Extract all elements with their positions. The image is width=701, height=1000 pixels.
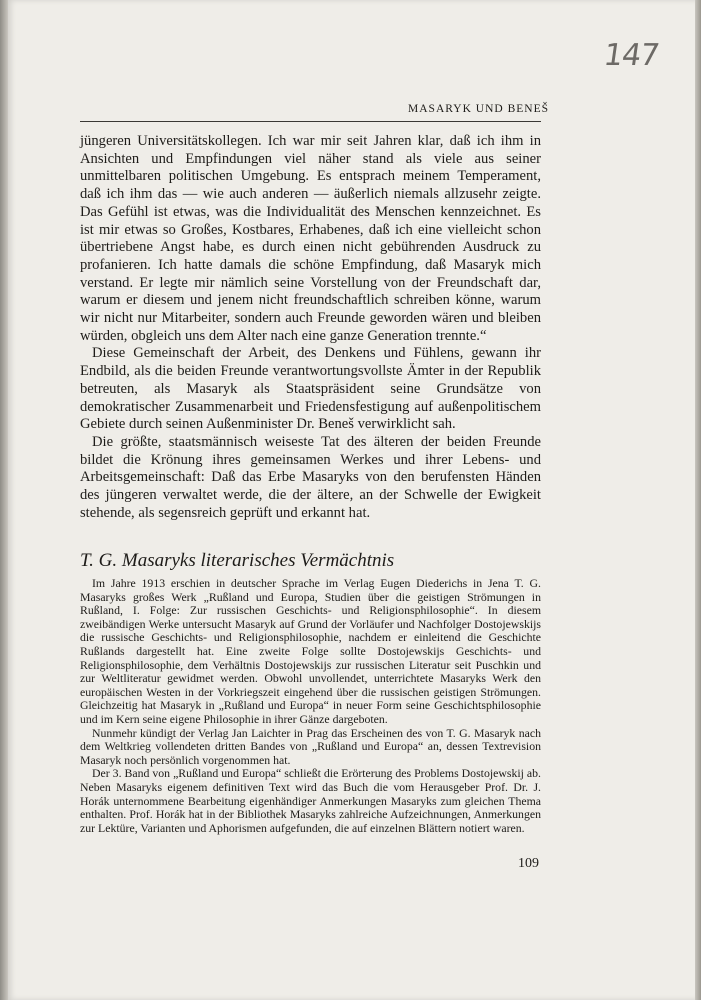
paragraph: Die größte, staatsmännisch weiseste Tat des älteren der beiden Freunde bildet die Krönung ihres gemeinsamen Werkes und ihrer Lebens- und Arbeitsgemeinschaft: Daß das Erbe Masaryks von den berufensten Händen des jüngeren verwaltet werde, die der ältere, an der Schwelle der Ewigkeit stehende, als segensreich geprüft und erkannt hat.: [80, 433, 541, 521]
paragraph: Nunmehr kündigt der Verlag Jan Laichter in Prag das Erscheinen des von T. G. Masaryk nach dem Weltkrieg vollendeten dritten Bandes von „Rußland und Europa“ an, dessen Textrevision Masaryk noch persönlich vorgenommen hat.: [80, 725, 541, 767]
section-heading: T. G. Masaryks literarisches Vermächtnis: [80, 550, 395, 571]
page-number: 109: [518, 856, 539, 871]
header-rule: [80, 121, 541, 122]
paragraph: jüngeren Universitätskollegen. Ich war mir seit Jahren klar, daß ich ihm in Ansichten und Empfindungen viel näher stand als viele aus seiner unmittelbaren politischen Umgebung. Es entsprach meinem Temperament, daß ich ihm das — wie auch anderen — äußerlich niemals allzusehr zeigte. Das Gefühl ist etwas, was die Individualität des Menschen kennzeichnet. Es ist mir etwas so Großes, Kostbares, Erhabenes, daß ich eine vielleicht schon übertriebene Angst habe, es durch einen nicht gebührenden Ausdruck zu profanieren. Ich hatte damals die schöne Empfindung, daß Masaryk mich verstand. Er legte mir nämlich seine Vorstellung von der Freundschaft dar, warum er diesem und jenem nicht freundschaftlich schreiben könne, warum wir nicht nur Mitarbeiter, sondern auch Freunde geworden wären und bleiben würden, obgleich uns dem Alter nach eine ganze Generation trennte.“: [80, 133, 541, 344]
binding-edge: [0, 0, 8, 1000]
paragraph: Der 3. Band von „Rußland und Europa“ schließt die Erörterung des Problems Dostojewskij ab. Neben Masaryks eigenem definitiven Text wird das Buch die vom Herausgeber Prof. Dr. J. Horák unternommene Bearbeitung eigenhändiger Anmerkungen Masaryks zum gleichen Thema enthalten. Prof. Horák hat in der Bibliothek Masaryks zahlreiche Aufzeichnungen, Anmerkungen zur Lektüre, Varianten und Aphorismen aufgefunden, die auf einzelnen Blättern notiert waren.: [80, 766, 541, 835]
main-text: [80, 133, 541, 522]
paragraph: Diese Gemeinschaft der Arbeit, des Denkens und Fühlens, gewann ihr Endbild, als die beiden Freunde verantwortungsvollste Ämter in der Republik betreuten, als Masaryk als Staatspräsident seine Grundsätze von demokratischer Zusammenarbeit und Friedensfestigung auf außenpolitischem Gebiete durch seinen Außenminister Dr. Beneš verwirklicht sah.: [80, 345, 541, 433]
page-edge: [695, 0, 701, 1000]
small-text: [80, 577, 541, 835]
handwritten-page-number: 147: [601, 38, 661, 73]
running-head: MASARYK UND BENEŠ: [408, 103, 549, 115]
paragraph: Im Jahre 1913 erschien in deutscher Sprache im Verlag Eugen Diederichs in Jena T. G. Masaryks großes Werk „Rußland und Europa, Studien über die geistigen Strömungen in Rußland, I. Folge: Zur russischen Geschichts- und Religionsphilosophie“. In diesem zweibändigen Werke untersucht Masaryk auf Grund der Vorläufer und Nachfolger Dostojewskijs die russische Geschichts- und Religionsphilosophie, nachdem er einleitend die Geschichte Rußlands dargestellt hat. Eine zweite Folge sollte Dostojewskijs Geschichts- und Religionsphilosophie, dem Verhältnis Dostojewskijs zur russischen Literatur seit Puschkin und zur Weltliteratur gewidmet werden. Obwohl unvollendet, unterrichtete Masaryks Werk den europäischen Westen in der Vorkriegszeit eingehend über die russischen geistigen Strömungen. Gleichzeitig hat Masaryk in „Rußland und Europa“ in neuer Form seine Geschichtsphilosophie und im Kern seine eigene Philosophie in ihrer Gänze dargeboten.: [80, 576, 541, 726]
